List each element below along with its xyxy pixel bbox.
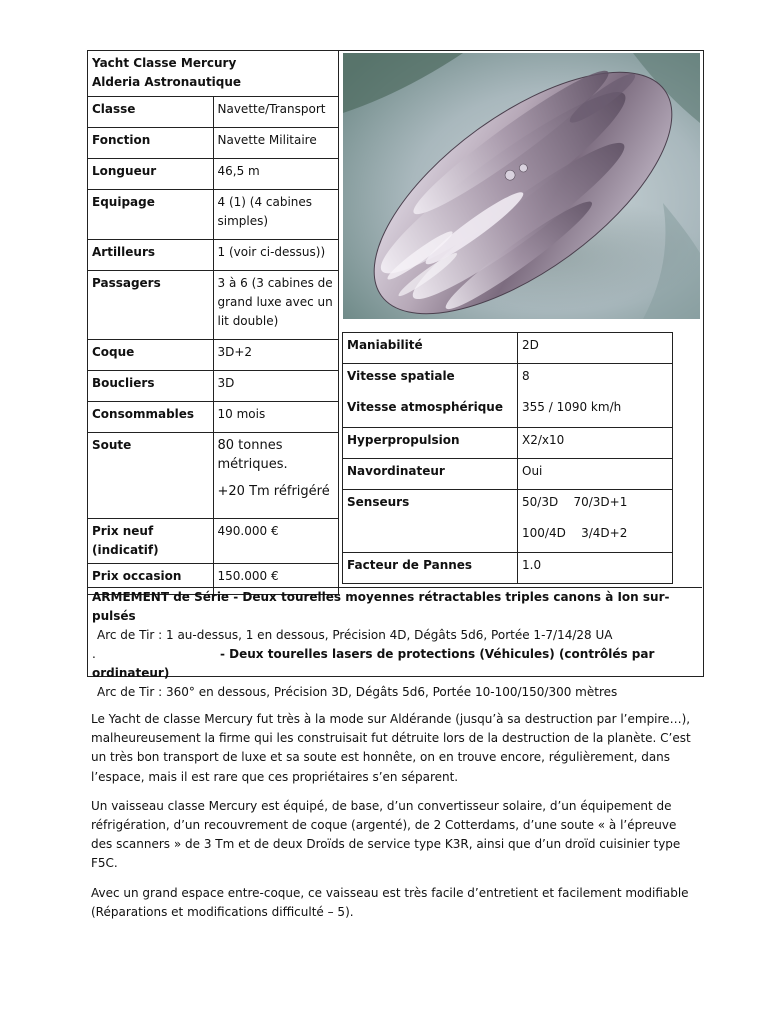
stat-value: 46,5 m: [213, 159, 339, 190]
stat-key: Coque: [88, 340, 214, 371]
stat-key: Equipage: [88, 190, 214, 240]
ship-title: Yacht Classe Mercury: [92, 56, 237, 70]
armament-line-3: - Deux tourelles lasers de protections (Véhicules) (contrôlés par ordinateur): [92, 647, 655, 680]
ship-render: [343, 53, 700, 319]
header-cell: [88, 51, 339, 97]
stat-value: Oui: [518, 459, 673, 490]
stat-key: Consommables: [88, 402, 214, 433]
stat-value: 1 (voir ci-dessus)): [213, 240, 339, 271]
stat-key: Prix neuf (indicatif): [88, 519, 214, 564]
stat-key: Prix occasion: [88, 564, 214, 595]
stat-key: Facteur de Pannes: [343, 553, 518, 584]
stat-value: 2D: [518, 333, 673, 364]
stat-row: [88, 190, 339, 240]
soute-value-extra: +20 Tm réfrigéré: [217, 484, 330, 499]
stat-row: [88, 433, 339, 519]
stat-row: [88, 97, 339, 128]
stat-key: Boucliers: [88, 371, 214, 402]
left-stats-table: [87, 50, 339, 595]
stat-key: Classe: [88, 97, 214, 128]
stat-row: [343, 364, 673, 428]
stat-key: Fonction: [88, 128, 214, 159]
stat-value: 4 (1) (4 cabines simples): [213, 190, 339, 240]
stat-value: 1.0: [518, 553, 673, 584]
stat-row: [343, 428, 673, 459]
stat-value: [213, 433, 339, 519]
armament-line-4: Arc de Tir : 360° en dessous, Précision 3D, Dégâts 5d6, Portée 10-100/150/300 mètres: [97, 685, 618, 699]
stat-key: Soute: [88, 433, 214, 519]
stat-value: 3 à 6 (3 cabines de grand luxe avec un lit double): [213, 271, 339, 340]
ship-maker: Alderia Astronautique: [92, 75, 242, 89]
stat-key: Navordinateur: [343, 459, 518, 490]
description-paragraph: Un vaisseau classe Mercury est équipé, de base, d’un convertisseur solaire, d’un équipement de réfrigération, d’un recouvrement de coque (argenté), de 2 Cotterdams, d’une soute « à l’épreuve des scanners » de 3 Tm et de deux Droïds de service type K3R, ainsi que d’un droïd cuisinier type F5C.: [91, 798, 681, 871]
stat-value: 100/4D 3/4D+2: [522, 526, 628, 540]
stat-key: Artilleurs: [88, 240, 214, 271]
stat-row: [343, 333, 673, 364]
stat-row: [88, 402, 339, 433]
armament-line-1: ARMEMENT de Série - Deux tourelles moyennes rétractables triples canons à Ion sur-pulsés: [92, 590, 670, 623]
stat-row: [343, 553, 673, 584]
stat-value: 8: [522, 369, 530, 383]
stat-row: [88, 159, 339, 190]
stat-row: [343, 459, 673, 490]
stat-value: 355 / 1090 km/h: [522, 400, 622, 414]
stat-value: Navette Militaire: [213, 128, 339, 159]
stat-row: [88, 128, 339, 159]
description-paragraph: Le Yacht de classe Mercury fut très à la mode sur Aldérande (jusqu’à sa destruction par l’empire…), malheureusement la firme qui les construisait fut détruite lors de la destruction de la planète. C’est un très bon transport de luxe et sa soute est honnête, on en trouve encore, régulièrement, dans l’espace, mais il est rare que ces propriétaires s’en séparent.: [91, 712, 691, 784]
stat-key: Maniabilité: [343, 333, 518, 364]
stat-value: X2/x10: [518, 428, 673, 459]
soute-value: 80 tonnes métriques.: [217, 438, 288, 472]
description-paragraph: Avec un grand espace entre-coque, ce vaisseau est très facile d’entretient et facilement modifiable (Réparations et modifications difficulté – 5).: [91, 885, 689, 919]
stat-key: Passagers: [88, 271, 214, 340]
stat-value: 3D: [213, 371, 339, 402]
right-stats-table: [342, 332, 673, 584]
stat-row: [343, 490, 673, 553]
stat-key: Hyperpropulsion: [343, 428, 518, 459]
stat-key: Vitesse atmosphérique: [347, 400, 503, 414]
ship-illustration: [343, 53, 700, 319]
stat-value: 490.000 €: [213, 519, 339, 564]
armament-block: [88, 587, 702, 699]
stat-value: Navette/Transport: [213, 97, 339, 128]
stat-key: Longueur: [88, 159, 214, 190]
stat-value: 50/3D 70/3D+1: [522, 495, 628, 509]
armament-line-2: Arc de Tir : 1 au-dessus, 1 en dessous, Précision 4D, Dégâts 5d6, Portée 1-7/14/28 UA: [97, 628, 613, 642]
stat-value: 150.000 €: [213, 564, 339, 595]
stat-value: 10 mois: [213, 402, 339, 433]
description-text: [91, 710, 691, 932]
stat-key: Vitesse spatiale: [347, 369, 455, 383]
stat-row: [88, 371, 339, 402]
stat-row: [88, 340, 339, 371]
stat-value: 3D+2: [213, 340, 339, 371]
stat-row: [88, 240, 339, 271]
stat-row: [88, 519, 339, 564]
stat-row: [88, 271, 339, 340]
armament-line-3-prefix: .: [92, 647, 96, 661]
stat-key: Senseurs: [343, 490, 518, 553]
